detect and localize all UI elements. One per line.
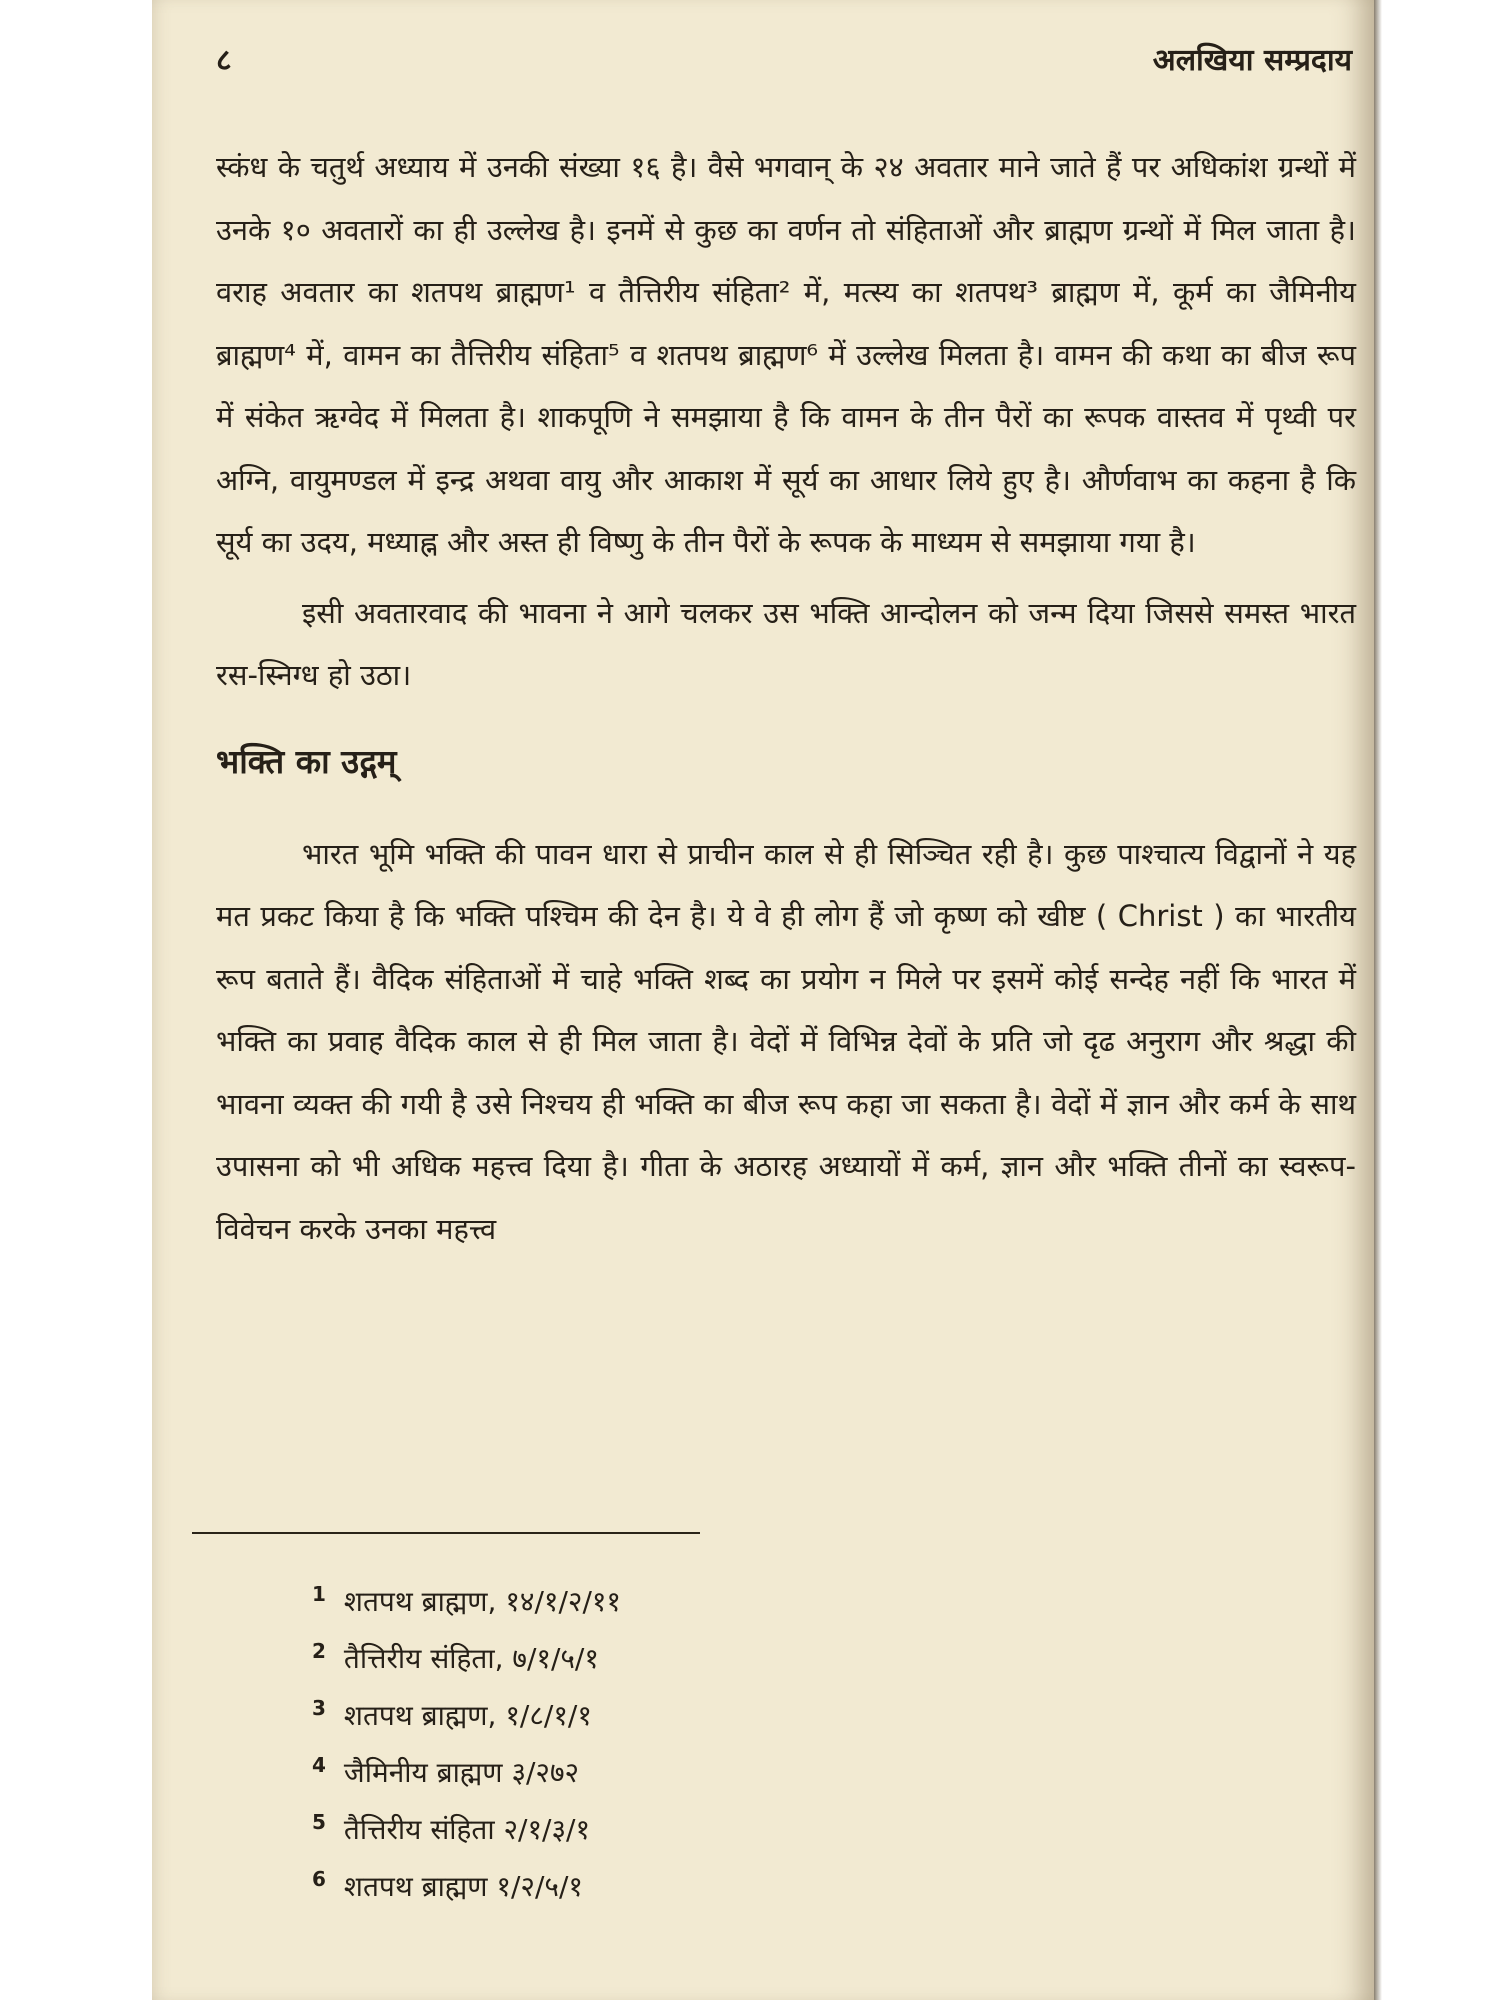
footnote-item xyxy=(312,1623,1012,1680)
footnote-text: शतपथ ब्राह्मण, १४/१/२/११ xyxy=(343,1585,621,1618)
footnote-item xyxy=(312,1680,1012,1737)
footnote-text: जैमिनीय ब्राह्मण ३/२७२ xyxy=(343,1756,580,1789)
paragraph-avatars: स्कंध के चतुर्थ अध्याय में उनकी संख्या १६ है। वैसे भगवान् के २४ अवतार माने जाते हैं पर अधिकांश ग्रन्थों में उनके १० अवतारों का ही उल्लेख है। इनमें से कुछ का वर्णन तो संहिताओं और ब्राह्मण ग्रन्थों में मिल जाता है। वराह अवतार का शतपथ ब्राह्मण¹ व तैत्तिरीय संहिता² में, मत्स्य का शतपथ³ ब्राह्मण में, कूर्म का जैमिनीय ब्राह्मण⁴ में, वामन का तैत्तिरीय संहिता⁵ व शतपथ ब्राह्मण⁶ में उल्लेख मिलता है। वामन की कथा का बीज रूप में संकेत ऋग्वेद में मिलता है। शाकपूणि ने समझाया है कि वामन के तीन पैरों का रूपक वास्तव में पृथ्वी पर अग्नि, वायुमण्डल में इन्द्र अथवा वायु और आकाश में सूर्य का आधार लिये हुए है। और्णवाभ का कहना है कि सूर्य का उदय, मध्याह्न और अस्त ही विष्णु के तीन पैरों के रूपक के माध्यम से समझाया गया है। xyxy=(216,150,1356,559)
running-title: अलखिया सम्प्रदाय xyxy=(1152,43,1352,78)
page-edge-shadow xyxy=(1374,0,1382,2000)
paragraph-bhakti-movement: इसी अवतारवाद की भावना ने आगे चलकर उस भक्ति आन्दोलन को जन्म दिया जिससे समस्त भारत रस-स्निग्ध हो उठा। xyxy=(216,595,1356,692)
footnote-number: 4 xyxy=(312,1753,326,1777)
footnote-text: शतपथ ब्राह्मण १/२/५/१ xyxy=(343,1870,583,1903)
paragraph-origin-of-bhakti: भारत भूमि भक्ति की पावन धारा से प्राचीन काल से ही सिञ्चित रही है। कुछ पाश्चात्य विद्वानों ने यह मत प्रकट किया है कि भक्ति पश्चिम की देन है। ये वे ही लोग हैं जो कृष्ण को खीष्ट ( Christ ) का भारतीय रूप बताते हैं। वैदिक संहिताओं में चाहे भक्ति शब्द का प्रयोग न मिले पर इसमें कोई सन्देह नहीं कि भारत में भक्ति का प्रवाह वैदिक काल से ही मिल जाता है। वेदों में विभिन्न देवों के प्रति जो दृढ अनुराग और श्रद्धा की भावना व्यक्त की गयी है उसे निश्चय ही भक्ति का बीज रूप कहा जा सकता है। वेदों में ज्ञान और कर्म के साथ उपासना को भी अधिक महत्त्व दिया है। गीता के अठारह अध्यायों में कर्म, ज्ञान और भक्ति तीनों का स्वरूप-विवेचन करके उनका महत्त्व xyxy=(216,836,1356,1246)
page-number: ८ xyxy=(216,43,232,78)
footnote-number: 5 xyxy=(312,1810,326,1834)
footnote-number: 6 xyxy=(312,1867,326,1891)
footnote-number: 3 xyxy=(312,1696,326,1720)
footnote-item xyxy=(312,1737,1012,1794)
page-header xyxy=(216,38,1366,88)
footnote-number: 1 xyxy=(312,1582,326,1606)
main-text xyxy=(216,136,1356,1260)
footnote-text: शतपथ ब्राह्मण, १/८/१/१ xyxy=(343,1699,592,1732)
footnotes xyxy=(312,1566,1012,1908)
footnote-text: तैत्तिरीय संहिता २/१/३/१ xyxy=(343,1813,591,1846)
section-heading: भक्ति का उद्गम् xyxy=(216,741,397,781)
footnote-item xyxy=(312,1851,1012,1908)
footnote-text: तैत्तिरीय संहिता, ७/१/५/१ xyxy=(343,1642,599,1675)
footnote-item xyxy=(312,1566,1012,1623)
footnote-divider xyxy=(192,1532,700,1534)
footnote-item xyxy=(312,1794,1012,1851)
footnote-number: 2 xyxy=(312,1639,326,1663)
